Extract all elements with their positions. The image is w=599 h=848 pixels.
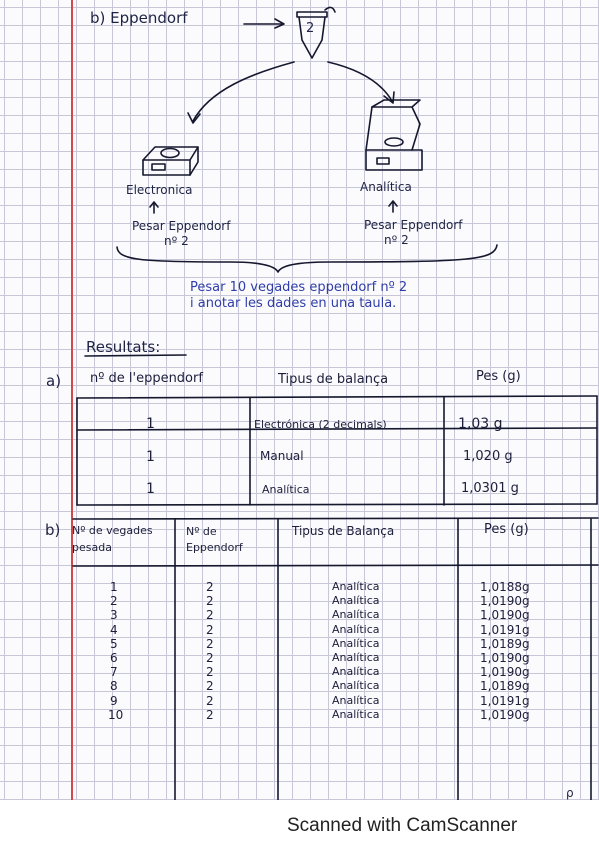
table-b-header-times-weighed: Nº de vegades pesada [72,524,153,554]
analytic-balance-cage-left [366,107,372,150]
table-a-row-1-eppendorf: 1 [146,416,155,432]
section-b-title: b) Eppendorf [90,9,188,27]
table-b-row-7-balance: Analítica [332,665,380,679]
table-a-row-1-balance: Electrónica (2 decimals) [254,418,387,431]
table-b-row-7-times-weighed: 7 [110,665,118,680]
table-b-row-9-weight: 1,0191g [480,693,530,708]
electronic-balance-front [143,160,190,175]
table-b-row-5-balance: Analítica [332,636,380,650]
electronic-balance-pan [161,149,179,158]
table-a-row-2-weight: 1,020 g [463,449,513,464]
table-b-row-1-times-weighed: 1 [110,580,118,594]
table-a-top-line [77,396,597,398]
table-b-header-balance: Tipus de Balança [292,524,395,538]
table-b-row-2-balance: Analítica [332,594,380,608]
table-b-row-3-balance: Analítica [332,608,380,622]
table-b-row-3-eppendorf: 2 [206,608,214,623]
results-heading: Resultats: [86,338,161,356]
table-b-row-2-weight: 1,0190g [480,594,530,609]
right-instruction-line-2: nº 2 [384,233,409,247]
left-instruction-line-1: Pesar Eppendorf [132,219,231,233]
analytic-balance-base [366,150,422,170]
tube-number: 2 [306,21,315,36]
up-arrow-left [150,202,158,213]
analytic-balance-roof [372,100,420,107]
left-balance-label: Electronica [126,183,193,197]
table-a-bottom-line [77,504,597,505]
table-b-row-10-eppendorf: 2 [206,707,214,722]
table-b-row-2-times-weighed: 2 [110,594,118,609]
table-b-row-4-balance: Analítica [332,622,380,636]
table-b-row-10-times-weighed: 10 [108,707,124,722]
analytic-balance-pan [385,138,403,146]
electronic-balance-display [152,164,165,170]
table-b-marker: b) [45,521,61,539]
scanner-watermark: Scanned with CamScanner [287,815,518,836]
table-b-row-8-times-weighed: 8 [110,679,118,694]
table-b-row-2-eppendorf: 2 [206,594,214,609]
table-b-row-10-balance: Analítica [332,707,380,721]
table-a-row-2-balance: Manual [260,449,304,463]
table-a-row-1-weight: 1,03 g [458,416,503,432]
table-a-row-3-eppendorf: 1 [146,481,155,497]
table-b-top-line [73,518,598,519]
table-b-row-6-balance: Analítica [332,651,380,664]
table-b-row-1-balance: Analítica [332,580,380,593]
table-b-row-9-balance: Analítica [332,693,380,707]
table-b-row-5-eppendorf: 2 [206,636,214,651]
table-b-row-4-weight: 1,0191g [480,622,530,637]
table-b-row-5-times-weighed: 5 [110,636,118,651]
table-b-row-4-eppendorf: 2 [206,622,214,637]
table-b-header-weight: Pes (g) [484,522,529,537]
table-b-row-4-times-weighed: 4 [110,622,118,637]
table-b-row-6-weight: 1,0190g [480,651,530,665]
table-a-marker: a) [46,372,62,390]
right-instruction-line-1: Pesar Eppendorf [364,218,463,232]
page-corner-mark: ρ [566,786,574,800]
table-b-row-6-times-weighed: 6 [110,651,118,665]
table-b-header-line [73,565,598,566]
curly-brace [117,245,497,272]
table-b-row-9-eppendorf: 2 [206,693,214,708]
table-b-header-eppendorf: Nº de Eppendorf [186,525,243,554]
table-a-header-weight: Pes (g) [476,369,521,384]
analytic-balance-display [377,158,389,164]
table-b-row-10-weight: 1,0190g [480,707,530,722]
table-b-row-7-eppendorf: 2 [206,665,214,680]
table-a-header-balance: Tipus de balança [278,372,389,387]
table-b-row-6-eppendorf: 2 [206,651,214,665]
table-b-row-8-balance: Analítica [332,679,380,693]
curved-arrow-right [328,62,392,101]
table-b-row-5-weight: 1,0189g [480,636,530,651]
up-arrow-right [389,201,397,212]
table-a-row-3-balance: Analítica [262,483,310,496]
right-balance-label: Analítica [360,180,412,194]
table-b-row-8-weight: 1,0189g [480,679,530,694]
electronic-balance-side [190,147,198,175]
table-b-row-1-weight: 1,0188g [480,580,530,594]
table-b-row-3-weight: 1,0190g [480,608,530,623]
table-a-row-2-eppendorf: 1 [146,449,155,465]
analytic-balance-cage-right [372,107,420,150]
table-b-row-1-eppendorf: 2 [206,580,214,594]
table-b-row-8-eppendorf: 2 [206,679,214,694]
left-instruction-line-2: nº 2 [164,234,189,248]
note-line-2: i anotar les dades en una taula. [190,296,397,311]
table-a-row-3-weight: 1,0301 g [461,481,519,496]
curved-arrow-left [193,62,294,121]
table-b-row-3-times-weighed: 3 [110,608,118,623]
table-b-row-7-weight: 1,0190g [480,665,530,680]
note-line-1: Pesar 10 vegades eppendorf nº 2 [190,280,408,295]
eppendorf-cap [297,12,327,17]
table-a-header-eppendorf: nº de l'eppendorf [90,371,203,386]
table-b-row-9-times-weighed: 9 [110,693,118,708]
